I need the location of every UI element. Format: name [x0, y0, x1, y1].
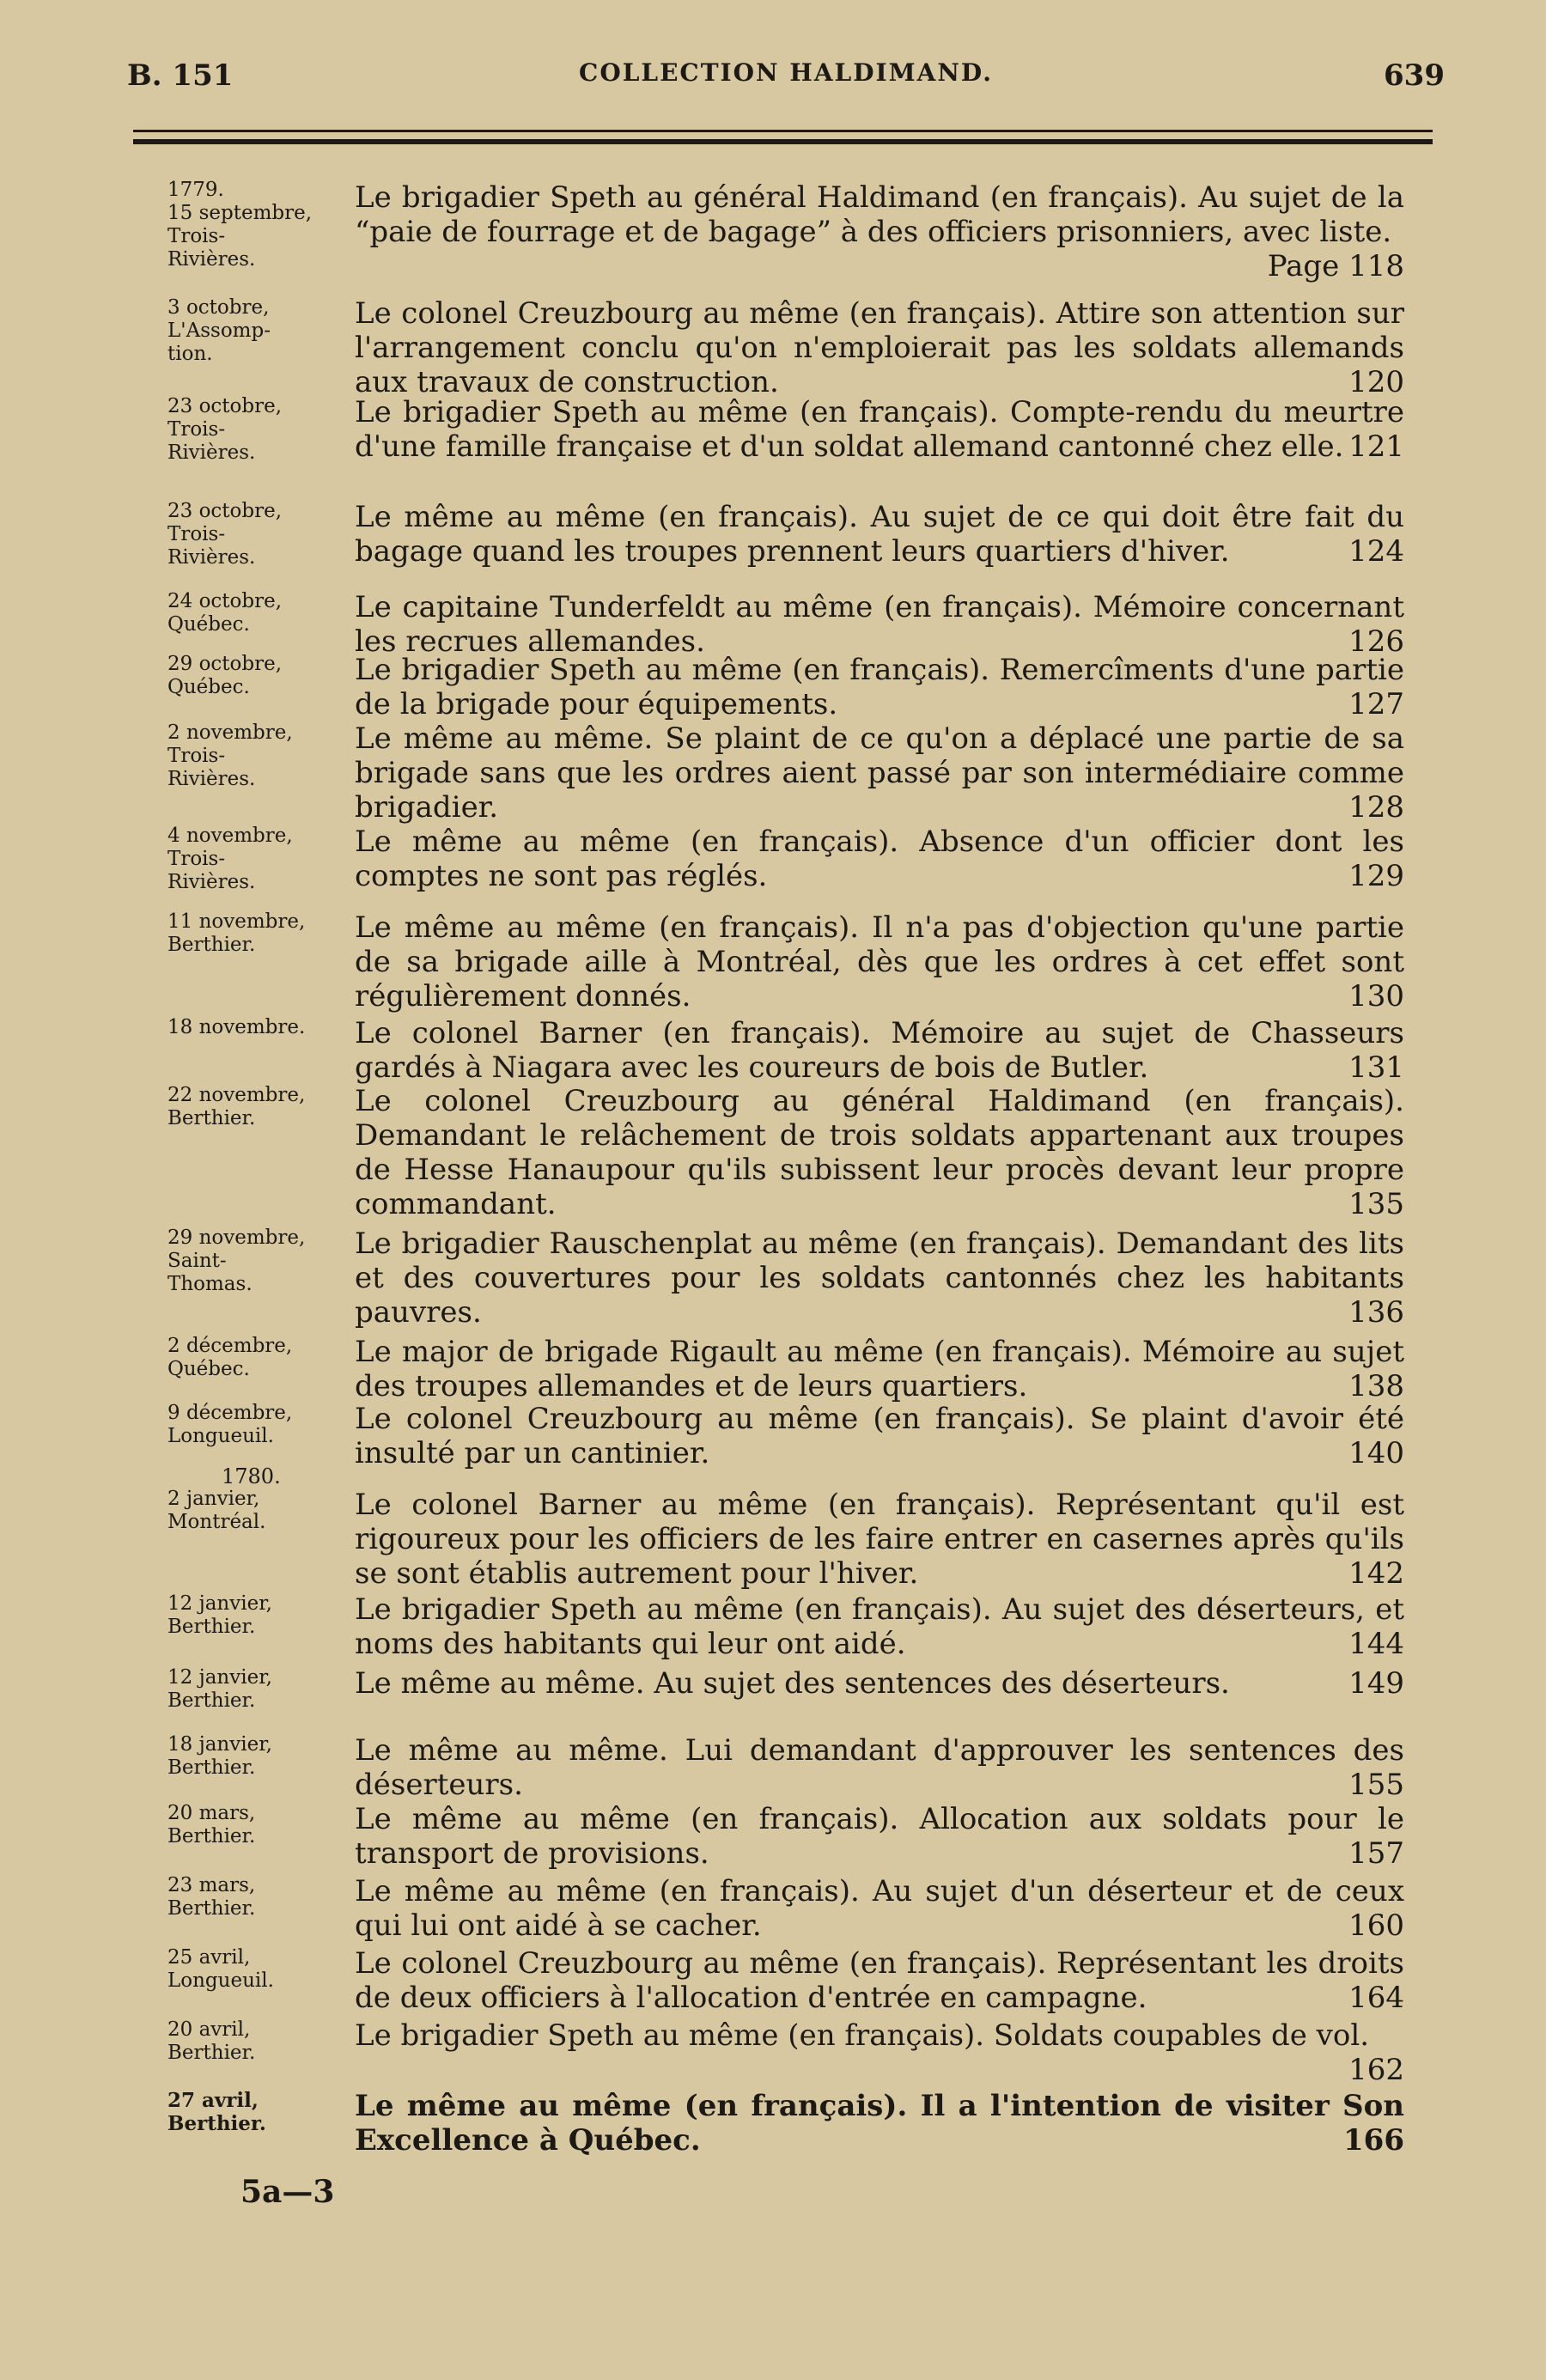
entry-date-place: 23 octobre, Trois- Rivières.: [167, 395, 283, 464]
entry-text: Le même au même (en français). Il n'a pas d'objection qu'une partie de sa brigade aille à Montréal, dès que les ordres à cet effet sont régulièrement donnés.: [355, 910, 1404, 1013]
entry-text: Le colonel Creuzbourg au général Haldimand (en français). Demandant le relâchement de trois soldats appartenant aux troupes de Hesse Hanaupour qu'ils subissent leur procès devant leur propre commandant.: [355, 1084, 1404, 1221]
entry-date-place: 24 octobre, Québec.: [167, 590, 283, 636]
entry-description: [355, 1016, 1404, 1085]
entry-text: Le même au même (en français). Au sujet de ce qui doit être fait du bagage quand les troupes prennent leurs quartiers d'hiver.: [355, 500, 1404, 569]
entry-date-place: 1779. 15 septembre, Trois- Rivières.: [167, 179, 313, 271]
entry-date-place: 3 octobre, L'Assomp- tion.: [167, 296, 271, 365]
entry-date-place: 22 novembre, Berthier.: [167, 1084, 306, 1129]
entry-date-place: 20 mars, Berthier.: [167, 1802, 256, 1847]
entry-text: Le même au même. Se plaint de ce qu'on a déplacé une partie de sa brigade sans que les ordres aient passé par son intermédiaire comme brigadier.: [355, 721, 1404, 825]
entry-text: Le capitaine Tunderfeldt au même (en français). Mémoire concernant les recrues allemandes.: [355, 590, 1404, 659]
entry-date-place: 4 novembre, Trois- Rivières.: [167, 825, 293, 893]
entry-description: [355, 1402, 1404, 1470]
entry-text: Le colonel Barner au même (en français). Représentant qu'il est rigoureux pour les officiers de les faire entrer en casernes après qu'ils se sont établis autrement pour l'hiver.: [355, 1488, 1404, 1591]
entry-page-ref: 149: [1348, 1666, 1404, 1701]
entry-page-ref: 138: [1348, 1369, 1404, 1403]
entry-page-ref: 140: [1348, 1436, 1404, 1470]
entry-description: [355, 825, 1404, 893]
entry-date-place: 23 octobre, Trois- Rivières.: [167, 500, 283, 569]
entry-page-ref: 135: [1348, 1187, 1404, 1221]
entry-description: [355, 1733, 1404, 1802]
entry-description: [355, 1488, 1404, 1591]
entry-date-place: 25 avril, Longueuil.: [167, 1946, 274, 1992]
series-number: B. 151: [127, 58, 234, 93]
entry-description: [355, 1874, 1404, 1943]
entry-text: Le brigadier Speth au même (en français). Compte-rendu du meurtre d'une famille française et d'un soldat allemand cantonné chez elle.: [355, 395, 1404, 464]
entry-date-place: 2 janvier, Montréal.: [167, 1488, 266, 1533]
header-rule-thin: [133, 130, 1433, 132]
entry-date-place: 12 janvier, Berthier.: [167, 1592, 272, 1638]
entry-text: Le même au même (en français). Au sujet d'un déserteur et de ceux qui lui ont aidé à se cacher.: [355, 1874, 1404, 1943]
entry-description: [355, 296, 1404, 399]
entry-text: Le brigadier Speth au général Haldimand (en français). Au sujet de la “paie de fourrage et de bagage” à des officiers prisonniers, avec liste.: [355, 180, 1404, 249]
entry-date-place: 20 avril, Berthier.: [167, 2018, 256, 2064]
entry-page-ref: 164: [1348, 1981, 1404, 2015]
entry-date-place: 18 novembre.: [167, 1016, 306, 1038]
entry-page-ref: 131: [1348, 1050, 1404, 1085]
entry-date-place: 2 décembre, Québec.: [167, 1335, 293, 1380]
entry-text: Le colonel Barner (en français). Mémoire au sujet de Chasseurs gardés à Niagara avec les coureurs de bois de Butler.: [355, 1016, 1404, 1085]
entry-description: [355, 1227, 1404, 1330]
collection-title: COLLECTION HALDIMAND.: [579, 58, 993, 87]
entry-page-ref: 124: [1348, 534, 1404, 569]
entry-description: [355, 395, 1404, 464]
entry-text: Le major de brigade Rigault au même (en français). Mémoire au sujet des troupes allemandes et de leurs quartiers.: [355, 1335, 1404, 1403]
entry-text: Le même au même (en français). Il a l'intention de visiter Son Excellence à Québec.: [355, 2089, 1404, 2158]
page-number: 639: [1384, 58, 1445, 93]
entry-page-ref: 157: [1348, 1836, 1404, 1871]
entry-page-ref: 144: [1348, 1627, 1404, 1661]
entry-page-ref: 166: [1343, 2123, 1404, 2158]
entry-page-ref: 130: [1348, 979, 1404, 1013]
entry-description: [355, 1592, 1404, 1661]
signature-mark: 5a—3: [240, 2174, 335, 2210]
entry-page-ref: 121: [1348, 429, 1404, 464]
entry-text: Le brigadier Speth au même (en français). Remercîments d'une partie de la brigade pour équipements.: [355, 653, 1404, 721]
entry-description: [355, 180, 1404, 283]
entry-date-place: 12 janvier, Berthier.: [167, 1666, 272, 1712]
entry-page-ref: 129: [1348, 859, 1404, 893]
entry-date-place: 18 janvier, Berthier.: [167, 1733, 272, 1779]
entry-description: [355, 1666, 1404, 1701]
entry-page-ref: 142: [1348, 1556, 1404, 1591]
entry-page-ref: 127: [1348, 687, 1404, 721]
entry-text: Le brigadier Rauschenplat au même (en français). Demandant des lits et des couvertures pour les soldats cantonnés chez les habitants pauvres.: [355, 1227, 1404, 1330]
entry-text: Le colonel Creuzbourg au même (en français). Représentant les droits de deux officiers à l'allocation d'entrée en campagne.: [355, 1946, 1404, 2015]
entry-description: [355, 1946, 1404, 2015]
entry-date-place: 2 novembre, Trois- Rivières.: [167, 721, 293, 790]
entry-text: Le même au même. Au sujet des sentences des déserteurs.: [355, 1666, 1230, 1701]
entry-description: [355, 500, 1404, 569]
entry-description: [355, 1084, 1404, 1221]
entry-text: Le brigadier Speth au même (en français). Soldats coupables de vol.: [355, 2018, 1370, 2053]
entry-page-ref: 162: [1348, 2053, 1404, 2087]
entry-text: Le colonel Creuzbourg au même (en français). Attire son attention sur l'arrangement conclu qu'on n'emploierait pas les soldats allemands aux travaux de construction.: [355, 296, 1404, 399]
entry-date-place: 27 avril, Berthier.: [167, 2089, 266, 2135]
entry-description: [355, 721, 1404, 825]
entry-text: Le colonel Creuzbourg au même (en français). Se plaint d'avoir été insulté par un cantinier.: [355, 1402, 1404, 1470]
entry-text: Le même au même. Lui demandant d'approuver les sentences des déserteurs.: [355, 1733, 1404, 1802]
entry-description: [355, 2089, 1404, 2158]
entry-page-ref: 126: [1348, 624, 1404, 659]
header-rule-thick: [133, 139, 1433, 144]
entry-text: Le même au même (en français). Absence d'un officier dont les comptes ne sont pas réglés.: [355, 825, 1404, 893]
entry-description: [355, 590, 1404, 659]
entry-text: Le même au même (en français). Allocation aux soldats pour le transport de provisions.: [355, 1802, 1404, 1871]
entry-page-ref: 136: [1348, 1295, 1404, 1330]
running-header: [127, 58, 1445, 101]
entry-page-ref: Page 118: [1267, 249, 1404, 283]
entry-date-place: 9 décembre, Longueuil.: [167, 1402, 293, 1447]
entry-date-place: 23 mars, Berthier.: [167, 1874, 256, 1920]
entry-description: [355, 1802, 1404, 1871]
entry-page-ref: 128: [1348, 790, 1404, 825]
year-heading: 1780.: [222, 1464, 281, 1488]
entry-page-ref: 160: [1348, 1908, 1404, 1943]
entry-date-place: 11 novembre, Berthier.: [167, 910, 306, 956]
entry-date-place: 29 novembre, Saint- Thomas.: [167, 1227, 306, 1295]
entry-page-ref: 155: [1348, 1768, 1404, 1802]
entry-description: [355, 1335, 1404, 1403]
entry-date-place: 29 octobre, Québec.: [167, 653, 283, 698]
entry-description: [355, 910, 1404, 1013]
entry-description: [355, 653, 1404, 721]
entry-description: [355, 2018, 1404, 2087]
entry-page-ref: 120: [1348, 365, 1404, 399]
entry-text: Le brigadier Speth au même (en français). Au sujet des déserteurs, et noms des habitants qui leur ont aidé.: [355, 1592, 1404, 1661]
